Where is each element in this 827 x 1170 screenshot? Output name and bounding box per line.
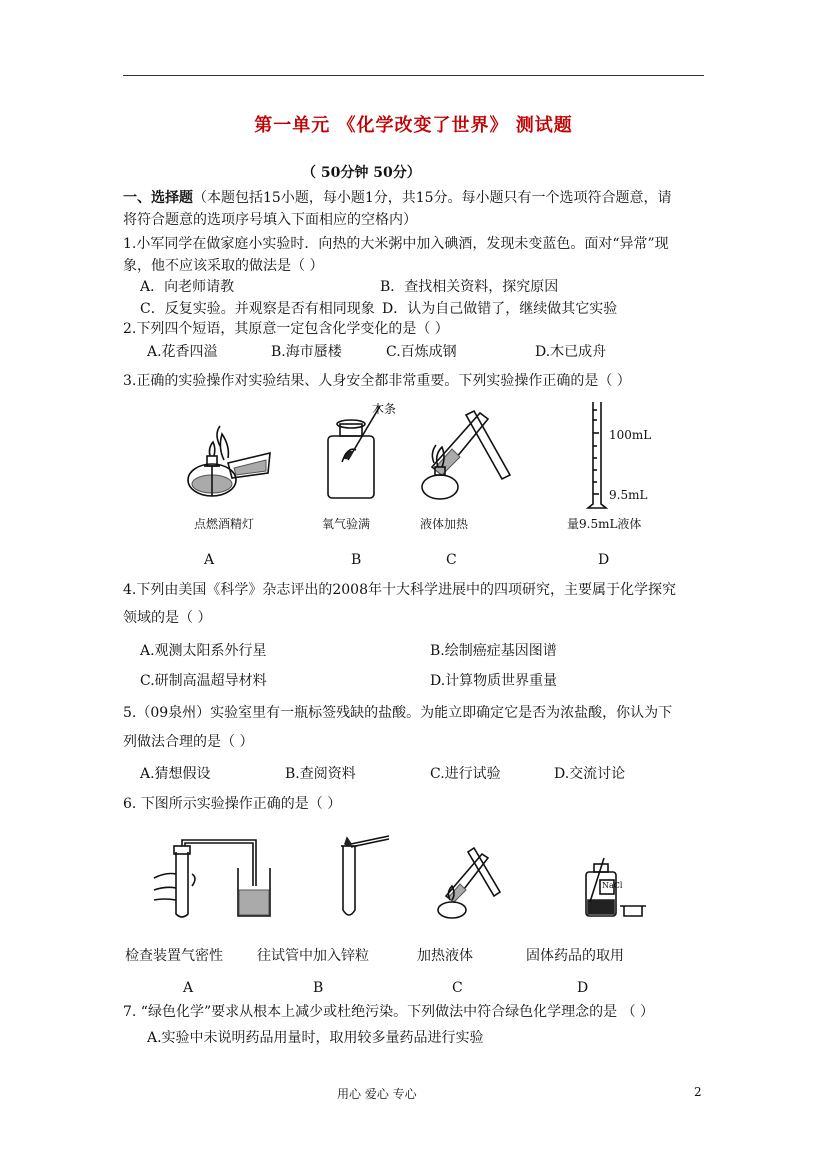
q2-stem: 2.下列四个短语，其原意一定包含化学变化的是（ ） xyxy=(123,321,449,337)
section-heading-line xyxy=(123,187,672,209)
q6-option-a: A xyxy=(183,980,194,996)
q5-option-d: D.交流讨论 xyxy=(554,766,626,782)
q3-figure-a-alcohol-lamp xyxy=(180,408,280,503)
q3-caption-b: 氧气验满 xyxy=(322,517,371,531)
page-number: 2 xyxy=(694,1085,702,1099)
q7-stem: 7. “绿色化学”要求从根本上减少或杜绝污染。下列做法中符合绿色化学理念的是 （ ） xyxy=(123,1004,655,1020)
q3-option-c: C xyxy=(446,552,457,568)
header-rule xyxy=(123,75,704,76)
q3-option-d: D xyxy=(598,552,610,568)
q3-caption-d: 量9.5mL液体 xyxy=(567,517,642,531)
page-title: 第一单元 《化学改变了世界》 测试题 xyxy=(254,115,573,136)
q3-stem: 3.正确的实验操作对实验结果、人身安全都非常重要。下列实验操作正确的是（ ） xyxy=(123,373,631,389)
q6-option-d: D xyxy=(577,980,589,996)
q1-option-b: B．查找相关资料，探究原因 xyxy=(380,279,559,295)
q2-option-a: A.花香四溢 xyxy=(147,344,218,360)
q2-option-c: C.百炼成钢 xyxy=(386,344,457,360)
q3-figure-b-wood-label: 木条 xyxy=(372,402,397,416)
q5-option-c: C.进行试验 xyxy=(430,766,501,782)
q6-option-c: C xyxy=(452,980,463,996)
q5-option-a: A.猜想假设 xyxy=(140,766,211,782)
q6-figure-b-zinc xyxy=(335,836,395,922)
q1-stem-line1: 1.小军同学在做家庭小实验时．向热的大米粥中加入碘酒，发现未变蓝色。面对“异常”现 xyxy=(123,236,669,252)
q3-caption-a: 点燃酒精灯 xyxy=(194,517,255,531)
q6-figure-d-nacl: NaCl xyxy=(602,881,623,890)
q4-option-d: D.计算物质世界重量 xyxy=(430,673,558,689)
q5-option-b: B.查阅资料 xyxy=(285,766,356,782)
q3-figure-d-100ml: 100mL xyxy=(609,428,652,442)
q2-option-d: D.木已成舟 xyxy=(535,344,607,360)
q4-option-b: B.绘制癌症基因图谱 xyxy=(430,643,557,659)
q6-caption-a: 检查装置气密性 xyxy=(125,948,223,964)
q2-option-b: B.海市蜃楼 xyxy=(271,344,342,360)
subtitle: （ 50分钟 50分） xyxy=(302,165,421,181)
q4-option-c: C.研制高温超导材料 xyxy=(140,673,267,689)
q4-option-a: A.观测太阳系外行星 xyxy=(140,643,267,659)
q5-stem-line1: 5.（09泉州）实验室里有一瓶标签残缺的盐酸。为能立即确定它是否为浓盐酸，你认为下 xyxy=(123,705,673,721)
q3-caption-c: 液体加热 xyxy=(420,517,469,531)
q1-stem-line2: 象，他不应该采取的做法是（ ） xyxy=(123,258,324,274)
q3-figure-b-oxygen-test xyxy=(320,398,410,503)
q7-option-a: A.实验中未说明药品用量时，取用较多量药品进行实验 xyxy=(147,1030,484,1046)
q4-stem-line1: 4.下列由美国《科学》杂志评出的2008年十大科学进展中的四项研究，主要属于化学探究 xyxy=(123,582,676,598)
q4-stem-line2: 领域的是（ ） xyxy=(123,610,212,626)
q3-figure-c-heating-liquid xyxy=(412,405,522,505)
footer-slogan: 用心 爱心 专心 xyxy=(337,1087,417,1101)
q5-stem-line2: 列做法合理的是（ ） xyxy=(123,734,254,750)
q6-figure-c-heating xyxy=(430,846,510,920)
q3-figure-d-9-5ml: 9.5mL xyxy=(609,488,648,502)
q1-option-d: D．认为自己做错了，继续做其它实验 xyxy=(382,301,618,317)
q3-option-b: B xyxy=(351,552,362,568)
q6-stem: 6. 下图所示实验操作正确的是（ ） xyxy=(123,796,342,812)
q6-option-b: B xyxy=(313,980,324,996)
q1-option-a: A．向老师请教 xyxy=(140,279,235,295)
section-instructions-cont: 将符合题意的选项序号填入下面相应的空格内） xyxy=(123,212,417,228)
q3-option-a: A xyxy=(204,552,215,568)
q6-caption-d: 固体药品的取用 xyxy=(526,948,624,964)
section-heading: 一、选择题 xyxy=(123,190,193,206)
section-instructions: （本题包括15小题，每小题1分，共15分。每小题只有一个选项符合题意，请 xyxy=(193,190,672,206)
q6-caption-c: 加热液体 xyxy=(417,948,473,964)
q6-figure-a-airtightness xyxy=(152,838,272,920)
q6-caption-b: 往试管中加入锌粒 xyxy=(257,948,369,964)
q1-option-c: C．反复实验。并观察是否有相同现象 xyxy=(140,301,375,317)
